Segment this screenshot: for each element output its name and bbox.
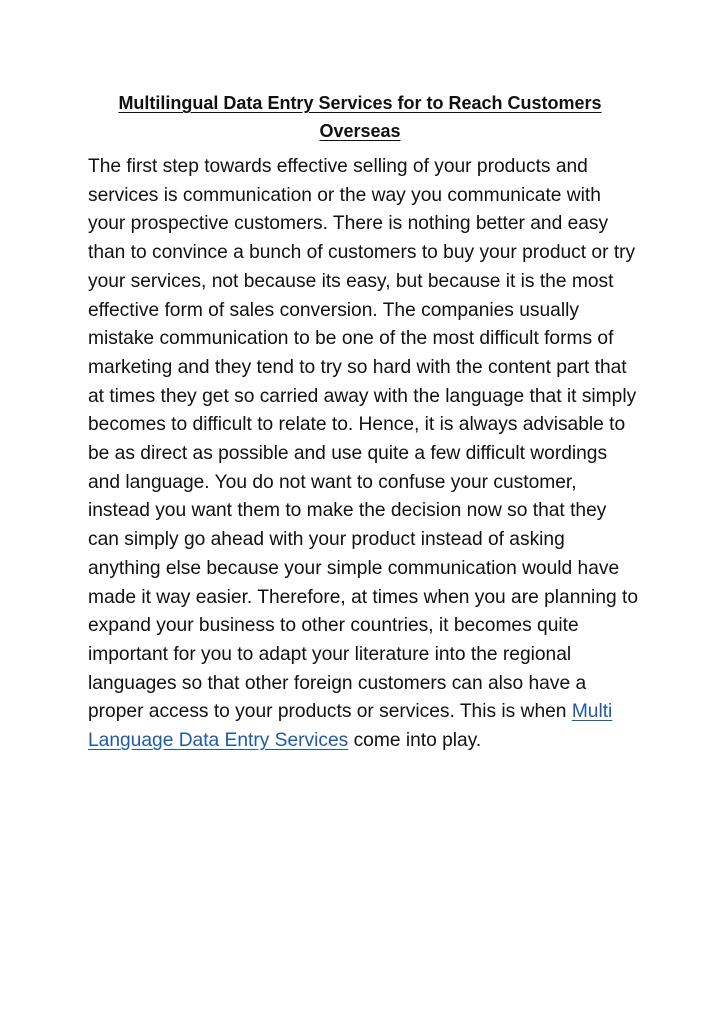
paragraph-text-before-link: The first step towards effective selling of your products and services is communication or the way you communicate with your prospective customers. There is nothing better and easy than to convince a bunch of customers to buy your product or try your services, not because its easy, but because it is the most effective form of sales conversion. The companies usually mistake communication to be one of the most difficult forms of marketing and they tend to try so hard with the content part that at times they get so carried away with the language that it simply becomes to difficult to relate to. Hence, it is always advisable to be as direct as possible and use quite a few difficult wordings and language. You do not want to confuse your customer, instead you want them to make the decision now so that they can simply go ahead with your product instead of asking anything else because your simple communication would have made it way easier. Therefore, at times when you are planning to expand your business to other countries, it becomes quite important for you to adapt your literature into the regional languages so that other foreign customers can also have a proper access to your products or services. This is when (88, 156, 638, 723)
multi-language-data-entry-services-link[interactable]: Multi Language Data Entry Services (88, 701, 613, 752)
body-paragraph (88, 153, 640, 756)
paragraph-text-after-link: come into play. (348, 730, 482, 752)
document-title: Multilingual Data Entry Services for to Reach Customers Overseas (118, 93, 602, 141)
